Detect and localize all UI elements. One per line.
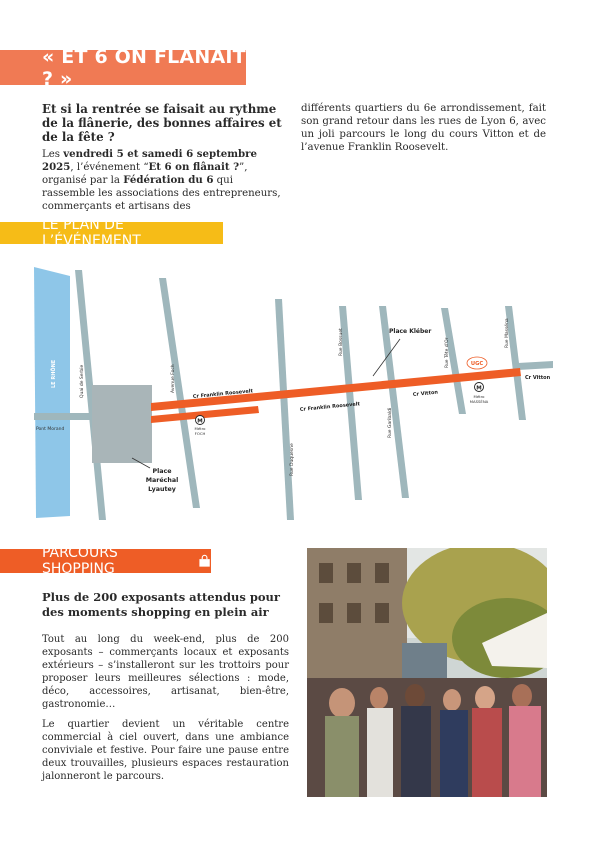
- franklin-label-2: Cr Franklin Roosevelt: [299, 401, 361, 413]
- intro-federation: Fédération du 6: [123, 174, 214, 186]
- rue-tete-dor-label: Rue Tête d’Or: [445, 337, 450, 368]
- plan-section-banner: [0, 217, 223, 249]
- svg-text:M: M: [476, 385, 482, 392]
- page-title: « ET 6 ON FLANAÎT ? »: [42, 45, 246, 90]
- shopping-paragraph-2: Le quartier devient un véritable centre commercial à ciel ouvert, dans une ambiance conviviale et festive. Pour faire une pause entre deux trouvailles, plusieurs espaces restauration jalonneront le parcours.: [42, 719, 289, 782]
- shopping-headline: Plus de 200 exposants attendus pour des moments shopping en plein air: [42, 590, 280, 619]
- event-map: [0, 258, 595, 523]
- avenue-foch-label: Avenue Foch: [171, 364, 176, 393]
- shopping-section-banner: [0, 545, 211, 577]
- intro-dates: vendredi 5 et samedi 6 septembre 2025: [42, 148, 258, 173]
- metro-foch-label-2: FOCH: [194, 431, 206, 436]
- intro-text-org: ”, organisé par la: [42, 162, 248, 186]
- intro-text-end: qui rassemble les associations des entrepreneurs, commerçants et artisans des: [42, 175, 281, 212]
- place-lyautey-label-2: Maréchal: [145, 477, 179, 484]
- rue-duquesne-label: Rue Duquesne: [290, 443, 295, 476]
- metro-massena-label-2: MASSÉNA: [469, 399, 489, 404]
- place-lyautey-label-3: Lyautey: [148, 486, 176, 493]
- metro-massena-label-1: Métro: [473, 394, 485, 399]
- rue-massena-label: Rue Masséna: [505, 318, 510, 348]
- plan-section-title: LE PLAN DE L’ÉVÉNEMENT: [42, 217, 141, 249]
- place-lyautey-label-1: Place: [152, 468, 172, 475]
- ugc-label: UGC: [470, 361, 484, 367]
- svg-text:M: M: [197, 418, 203, 425]
- cr-vitton-label-1: Cr Vitton: [412, 389, 439, 398]
- metro-foch-label-1: Métro: [194, 426, 206, 431]
- shopping-section-title: PARCOURS SHOPPING: [42, 545, 118, 577]
- franklin-label-1: Cr Franklin Roosevelt: [192, 388, 254, 400]
- shopping-bag-icon: [198, 554, 211, 568]
- cr-vitton-label-2: Cr Vitton: [525, 375, 551, 381]
- ugc-logo: [467, 357, 487, 369]
- page-title-banner: [0, 45, 246, 90]
- pont-morand-label: Pont Morand: [36, 427, 65, 432]
- rue-duquesne-street: [275, 299, 294, 520]
- rue-garibaldi-label: Rue Garibaldi: [388, 407, 393, 438]
- intro-lead: Et si la rentrée se faisait au rythme de la flânerie, des bonnes affaires et de la fête ?: [42, 102, 282, 144]
- place-kleber-label: Place Kléber: [389, 328, 432, 335]
- quai-serbie-label: Quai de Serbie: [80, 364, 85, 398]
- intro-right-column: différents quartiers du 6e arrondissement, fait son grand retour dans les rues de Lyon 6, avec un joli parcours le long du cours Vitton et de l’avenue Franklin Roosevelt.: [301, 103, 546, 153]
- intro-text-les: Les: [42, 149, 64, 160]
- intro-left-column: [42, 102, 285, 213]
- cr-vitton-end-street: [518, 361, 553, 370]
- rue-bossuet-label: Rue Bossuet: [339, 328, 344, 356]
- rhone-label: LE RHÔNE: [51, 359, 57, 388]
- street-market-photo: [307, 548, 547, 797]
- place-lyautey-square: [92, 385, 152, 463]
- rhone-river: [34, 267, 70, 518]
- intro-event-name: Et 6 on flânait ?: [148, 161, 240, 173]
- metro-icon: [475, 383, 484, 392]
- shopping-paragraph-1: Tout au long du week-end, plus de 200 exposants – commerçants locaux et exposants extérieurs – s’installeront sur les trottoirs pour proposer leurs meilleures sélections : mode, déco, accessoires, artisanat, bien-être, gastronomie…: [42, 634, 289, 710]
- intro-text-mid: , l’événement “: [70, 162, 149, 173]
- metro-icon: [196, 416, 205, 425]
